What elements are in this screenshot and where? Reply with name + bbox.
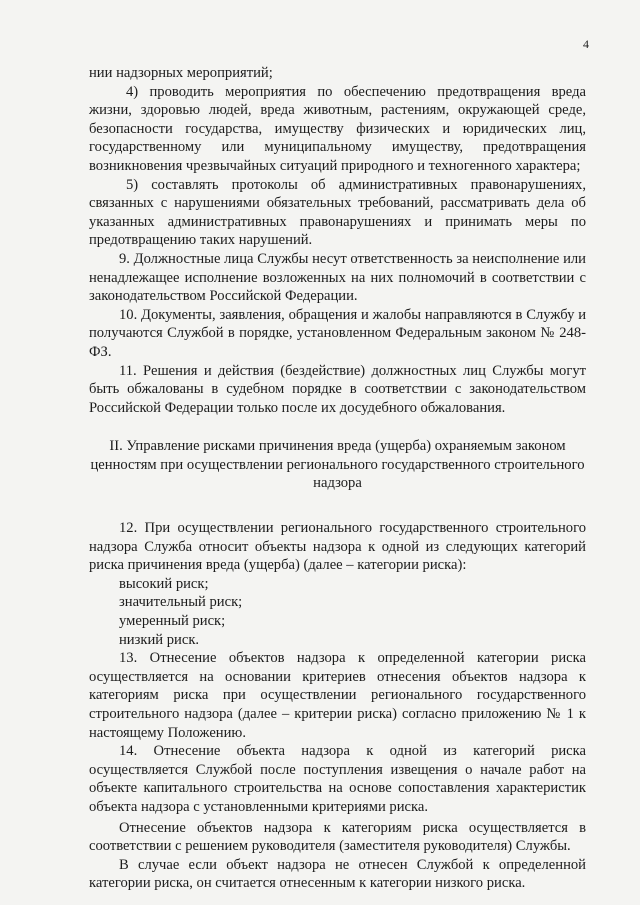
document-body [89,64,586,893]
paragraph-risk-decision: Отнесение объектов надзора к категориям риска осуществляется в соответствии с решением руководителя (заместителя руководителя) Службы. [89,819,586,855]
paragraph-item-5: 5) составлять протоколы об административных правонарушениях, связанных с нарушениями обязательных требований, рассматривать дела об указанных административных правонарушениях и принимать меры по предотвращению таких нарушений. [89,176,586,249]
risk-level-moderate: умеренный риск; [119,613,226,630]
page-number: 4 [583,37,589,51]
risk-level-significant: значительный риск; [119,594,243,611]
paragraph-13: 13. Отнесение объектов надзора к определенной категории риска осуществляется на основании критериев отнесения объектов надзора к категориям риска при осуществлении регионального государственного строительного надзора (далее – критерии риска) согласно приложению № 1 к настоящему Положению. [89,650,586,741]
paragraph-item-4: 4) проводить мероприятия по обеспечению предотвращения вреда жизни, здоровью людей, вреда животным, растениям, окружающей среде, безопасности государства, имуществу физических и юридических лиц, государственному или муниципальному имуществу, предотвращения возникновения чрезвычайных ситуаций природного и техногенного характера; [89,83,586,174]
risk-level-low: низкий риск. [119,631,200,648]
risk-level-high: высокий риск; [119,575,209,592]
paragraph-11: 11. Решения и действия (бездействие) должностных лиц Службы могут быть обжалованы в судебном порядке в соответствии с законодательством Российской Федерации только после их досудебного обжалования. [89,362,586,416]
paragraph-9: 9. Должностные лица Службы несут ответственность за неисполнение или ненадлежащее исполнение возложенных на них полномочий в соответствии с законодательством Российской Федерации. [89,250,586,305]
paragraph-12: 12. При осуществлении регионального государственного строительного надзора Служба относит объекты надзора к одной из следующих категорий риска причинения вреда (ущерба) (далее – категории риска): [89,520,586,574]
paragraph-default-low-risk: В случае если объект надзора не отнесен Службой к определенной категории риска, он считается отнесенным к категории низкого риска. [89,856,586,892]
paragraph-continuation: нии надзорных мероприятий; [89,65,273,81]
section-heading: II. Управление рисками причинения вреда (ущерба) охраняемым законом ценностям при осуществлении регионального государственного строительного надзора [90,438,585,492]
paragraph-14: 14. Отнесение объекта надзора к одной из категорий риска осуществляется Службой после поступления извещения о начале работ на объекте капитального строительства на основе сопоставления характеристик объекта надзора с установленными критериями риска. [89,743,586,815]
paragraph-10: 10. Документы, заявления, обращения и жалобы направляются в Службу и получаются Службой в порядке, установленном Федеральным законом № 248-ФЗ. [89,306,586,360]
